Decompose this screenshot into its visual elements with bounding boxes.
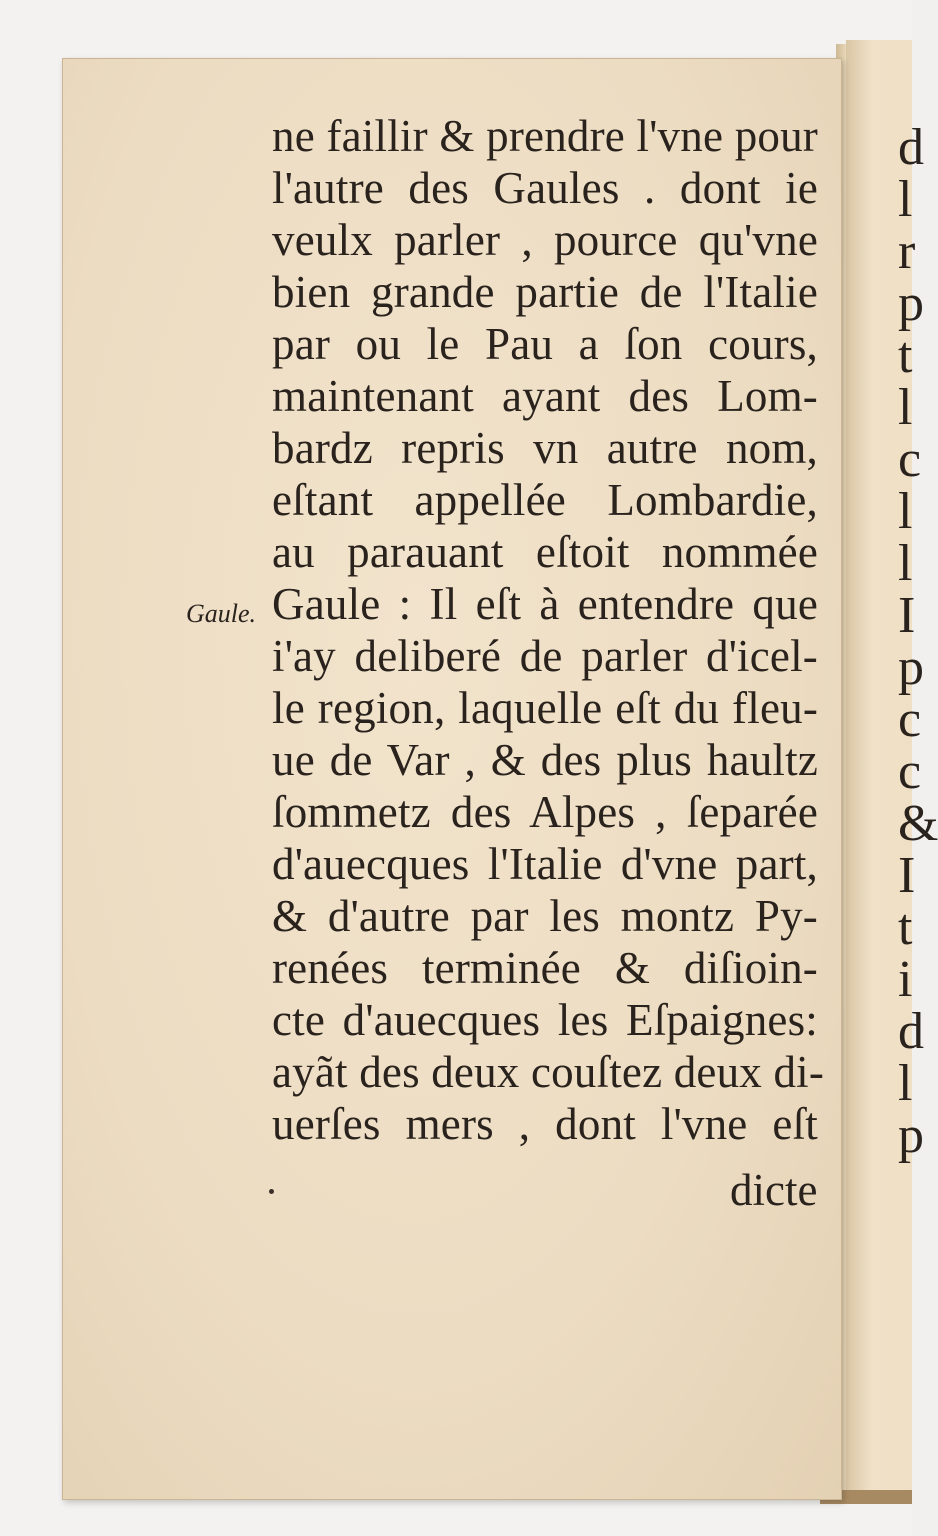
text-line: renées terminée & diſioin- xyxy=(272,943,818,993)
text-line: uerſes mers , dont l'vne eſt xyxy=(272,1099,818,1149)
text-line: maintenant ayant des Lom- xyxy=(272,371,818,421)
text-line: ayãt des deux couſtez deux di- xyxy=(272,1047,825,1097)
facing-page-letter: I xyxy=(898,587,916,644)
catchword: dicte xyxy=(730,1165,818,1215)
facing-page-letter: d xyxy=(898,119,924,176)
text-line: bien grande partie de l'Italie xyxy=(272,267,818,317)
facing-page-letter: l xyxy=(898,535,913,592)
facing-page-letter: l xyxy=(898,379,913,436)
facing-page-letter: d xyxy=(898,1003,924,1060)
text-line: ne faillir & prendre l'vne pour xyxy=(272,111,818,161)
facing-page-letter: t xyxy=(898,327,913,384)
facing-page-letter: i xyxy=(898,951,913,1008)
facing-page-letter: r xyxy=(898,223,916,280)
text-line: eſtant appellée Lombardie, xyxy=(272,475,818,525)
facing-page-letter: I xyxy=(898,847,916,904)
facing-page-letter: c xyxy=(898,431,922,488)
text-line: i'ay deliberé de parler d'icel- xyxy=(272,631,818,681)
facing-page-letter: l xyxy=(898,171,913,228)
text-line: au parauant eſtoit nommée xyxy=(272,527,818,577)
text-line: bardz repris vn autre nom, xyxy=(272,423,818,473)
facing-page-letter: l xyxy=(898,483,913,540)
facing-page xyxy=(846,40,938,1500)
text-line: veulx parler , pource qu'vne xyxy=(272,215,818,265)
ink-speck xyxy=(269,1189,274,1194)
text-line: par ou le Pau a ſon cours, xyxy=(272,319,818,369)
facing-page-letter: c xyxy=(898,691,922,748)
facing-page-letter: p xyxy=(898,275,924,332)
facing-page-letter: c xyxy=(898,743,922,800)
facing-page-letter: p xyxy=(898,1107,924,1164)
text-line: Gaule : Il eſt à entendre que xyxy=(272,579,818,629)
facing-page-letter: p xyxy=(898,639,924,696)
text-line: d'auecques l'Italie d'vne part, xyxy=(272,839,818,889)
page-text xyxy=(272,110,825,1150)
facing-page-letter: l xyxy=(898,1055,913,1112)
text-line: ſommetz des Alpes , ſeparée xyxy=(272,787,818,837)
margin-note: Gaule. xyxy=(186,599,257,628)
text-line: le region, laquelle eſt du fleu- xyxy=(272,683,818,733)
text-line: & d'autre par les montz Py- xyxy=(272,891,818,941)
facing-page-letter: & xyxy=(898,795,938,852)
facing-page-letter: t xyxy=(898,899,913,956)
text-line: cte d'auecques les Eſpaignes: xyxy=(272,995,818,1045)
text-line: ue de Var , & des plus haultz xyxy=(272,735,818,785)
text-line: l'autre des Gaules . dont ie xyxy=(272,163,818,213)
